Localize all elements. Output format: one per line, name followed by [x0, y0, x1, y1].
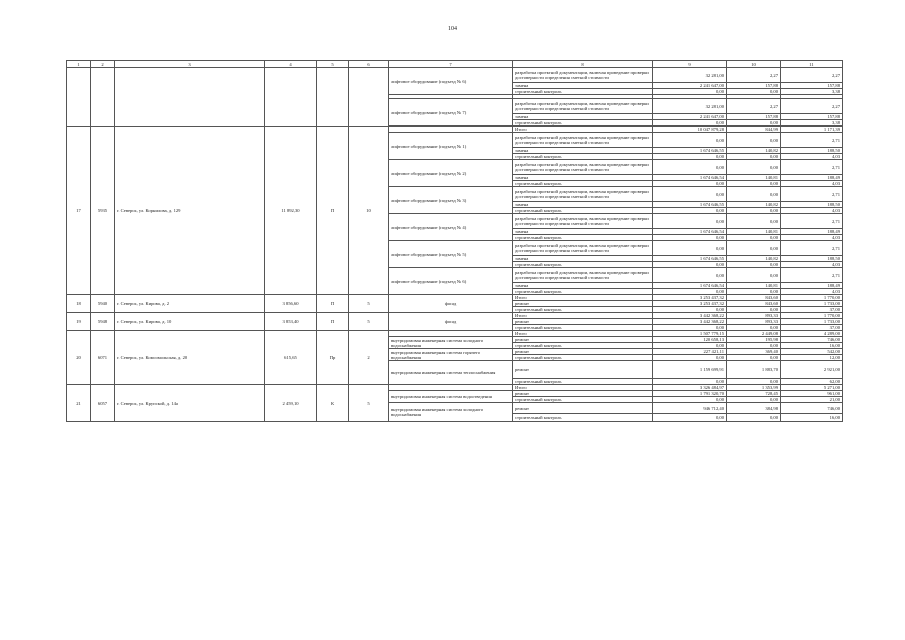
house-id-cell: 5935: [91, 127, 115, 295]
limit-cell: 4,03: [781, 154, 843, 160]
row-number-cell: 18: [67, 295, 91, 313]
limit-cell: 961,00: [781, 391, 843, 397]
unit-cost-cell: 893,33: [727, 313, 781, 319]
work-item-cell: замена: [513, 202, 653, 208]
work-item-cell: замена: [513, 229, 653, 235]
cost-cell: 1 674 646,55: [653, 202, 727, 208]
cost-cell: 10 047 879,28: [653, 127, 727, 133]
house-id-cell: 5948: [91, 313, 115, 331]
cost-cell: 0,00: [653, 397, 727, 403]
cost-cell: 3 253 437,32: [653, 301, 727, 307]
limit-cell: 2,27: [781, 68, 843, 83]
work-item-cell: разработка проектной документации, включая проведение проверки достоверности определения сметной стоимости: [513, 133, 653, 148]
unit-cost-cell: 843,60: [727, 301, 781, 307]
empty-cell: [91, 68, 115, 127]
limit-cell: 4 289,00: [781, 331, 843, 337]
unit-cost-cell: 0,00: [727, 133, 781, 148]
limit-cell: 746,00: [781, 337, 843, 343]
wall-material-cell: П: [317, 313, 349, 331]
cost-cell: 1 507 779,15: [653, 331, 727, 337]
unit-cost-cell: 369,40: [727, 349, 781, 355]
limit-cell: 157,88: [781, 83, 843, 89]
header-cell: 7: [389, 61, 513, 68]
work-item-cell: строительный контроль: [513, 325, 653, 331]
unit-cost-cell: 157,88: [727, 114, 781, 120]
cost-cell: 0,00: [653, 355, 727, 361]
work-item-cell: ремонт: [513, 337, 653, 343]
cost-cell: 0,00: [653, 133, 727, 148]
header-cell: 8: [513, 61, 653, 68]
limit-cell: 16,00: [781, 414, 843, 422]
unit-cost-cell: 195,98: [727, 337, 781, 343]
cost-cell: 32 281,00: [653, 99, 727, 114]
limit-cell: 37,00: [781, 307, 843, 313]
work-type-cell: внутридомовая инженерная система холодного водоснабжения: [389, 337, 513, 349]
work-type-cell: лифтовое оборудование (подъезд № 6): [389, 268, 513, 295]
limit-cell: 3,38: [781, 89, 843, 95]
unit-cost-cell: 140,82: [727, 202, 781, 208]
house-id-cell: 6057: [91, 385, 115, 422]
unit-cost-cell: 0,00: [727, 120, 781, 126]
limit-cell: 542,00: [781, 349, 843, 355]
unit-cost-cell: 2,27: [727, 68, 781, 83]
row-number-cell: 19: [67, 313, 91, 331]
house-id-cell: 6071: [91, 331, 115, 385]
unit-cost-cell: 0,00: [727, 181, 781, 187]
cost-cell: 0,00: [653, 343, 727, 349]
work-type-cell: внутридомовая инженерная система холодного водоснабжения: [389, 403, 513, 422]
unit-cost-cell: 1 353,99: [727, 385, 781, 391]
cost-cell: 0,00: [653, 325, 727, 331]
cost-cell: 0,00: [653, 289, 727, 295]
work-item-cell: Итого: [513, 331, 653, 337]
floors-cell: 2: [349, 331, 389, 385]
area-cell: 11 892,30: [265, 127, 317, 295]
limit-cell: 188,49: [781, 283, 843, 289]
header-cell: 6: [349, 61, 389, 68]
floors-cell: 10: [349, 127, 389, 295]
limit-cell: 4,03: [781, 262, 843, 268]
work-item-cell: ремонт: [513, 403, 653, 414]
limit-cell: 21,00: [781, 397, 843, 403]
work-item-cell: ремонт: [513, 301, 653, 307]
cost-cell: 1 674 646,55: [653, 256, 727, 262]
header-cell: 2: [91, 61, 115, 68]
wall-material-cell: П: [317, 127, 349, 295]
limit-cell: 4,03: [781, 235, 843, 241]
cost-cell: 0,00: [653, 379, 727, 385]
limit-cell: 188,49: [781, 175, 843, 181]
unit-cost-cell: 157,88: [727, 83, 781, 89]
limit-cell: 12,00: [781, 355, 843, 361]
header-cell: 5: [317, 61, 349, 68]
work-item-cell: замена: [513, 114, 653, 120]
work-item-cell: замена: [513, 256, 653, 262]
limit-cell: 16,00: [781, 343, 843, 349]
cost-cell: 1 791 320,70: [653, 391, 727, 397]
wall-material-cell: П: [317, 295, 349, 313]
floors-cell: 5: [349, 385, 389, 422]
work-type-cell: фасад: [389, 313, 513, 331]
work-item-cell: строительный контроль: [513, 397, 653, 403]
work-item-cell: строительный контроль: [513, 355, 653, 361]
cost-cell: 120 658,13: [653, 337, 727, 343]
unit-cost-cell: 140,82: [727, 148, 781, 154]
work-item-cell: разработка проектной документации, включая проведение проверки достоверности определения сметной стоимости: [513, 68, 653, 83]
work-item-cell: строительный контроль: [513, 181, 653, 187]
limit-cell: 188,50: [781, 148, 843, 154]
cost-cell: 0,00: [653, 187, 727, 202]
cost-cell: 1 674 646,54: [653, 175, 727, 181]
work-item-cell: строительный контроль: [513, 414, 653, 422]
work-item-cell: ремонт: [513, 319, 653, 325]
work-item-cell: строительный контроль: [513, 343, 653, 349]
work-item-cell: ремонт: [513, 349, 653, 355]
limit-cell: 4,03: [781, 181, 843, 187]
work-type-cell: внутридомовая инженерная система теплоснабжения: [389, 361, 513, 385]
unit-cost-cell: 0,00: [727, 268, 781, 283]
address-cell: г. Северск, ул. Кирова, д. 2: [115, 295, 265, 313]
work-item-cell: разработка проектной документации, включая проведение проверки достоверности определения сметной стоимости: [513, 241, 653, 256]
work-type-cell: лифтовое оборудование (подъезд № 1): [389, 133, 513, 160]
unit-cost-cell: 728,45: [727, 391, 781, 397]
limit-cell: 2,71: [781, 241, 843, 256]
empty-cell: [349, 68, 389, 127]
unit-cost-cell: 844,99: [727, 127, 781, 133]
header-cell: 11: [781, 61, 843, 68]
house-id-cell: 5940: [91, 295, 115, 313]
limit-cell: 1 733,00: [781, 301, 843, 307]
work-item-cell: строительный контроль: [513, 235, 653, 241]
work-item-cell: Итого: [513, 385, 653, 391]
work-item-cell: Итого: [513, 313, 653, 319]
cost-cell: 0,00: [653, 120, 727, 126]
limit-cell: 37,00: [781, 325, 843, 331]
limit-cell: 1 770,00: [781, 313, 843, 319]
header-cell: 3: [115, 61, 265, 68]
limit-cell: 157,88: [781, 114, 843, 120]
empty-cell: [317, 68, 349, 127]
unit-cost-cell: 0,00: [727, 414, 781, 422]
limit-cell: 4,03: [781, 208, 843, 214]
work-item-cell: замена: [513, 283, 653, 289]
work-item-cell: ремонт: [513, 361, 653, 379]
table-row: [67, 68, 843, 83]
work-type-cell: внутридомовая инженерная система горячего водоснабжения: [389, 349, 513, 361]
work-item-cell: замена: [513, 175, 653, 181]
limit-cell: 62,00: [781, 379, 843, 385]
limit-cell: 1 733,00: [781, 319, 843, 325]
unit-cost-cell: 140,81: [727, 283, 781, 289]
area-cell: 2 459,10: [265, 385, 317, 422]
unit-cost-cell: 140,81: [727, 175, 781, 181]
limit-cell: 188,50: [781, 202, 843, 208]
wall-material-cell: К: [317, 385, 349, 422]
limit-cell: 1 770,00: [781, 295, 843, 301]
empty-cell: [265, 68, 317, 127]
unit-cost-cell: 0,00: [727, 343, 781, 349]
unit-cost-cell: 2,27: [727, 99, 781, 114]
work-item-cell: строительный контроль: [513, 289, 653, 295]
work-item-cell: строительный контроль: [513, 208, 653, 214]
work-item-cell: строительный контроль: [513, 262, 653, 268]
row-number-cell: 20: [67, 331, 91, 385]
area-cell: 615,65: [265, 331, 317, 385]
unit-cost-cell: 893,33: [727, 319, 781, 325]
unit-cost-cell: 140,82: [727, 256, 781, 262]
unit-cost-cell: 2 449,08: [727, 331, 781, 337]
cost-cell: 3 442 368,22: [653, 319, 727, 325]
address-cell: г. Северск, ул. Комсомольская, д. 20: [115, 331, 265, 385]
limit-cell: 2 921,00: [781, 361, 843, 379]
unit-cost-cell: 843,60: [727, 295, 781, 301]
unit-cost-cell: 0,00: [727, 214, 781, 229]
cost-cell: 0,00: [653, 214, 727, 229]
work-type-cell: лифтовое оборудование (подъезд № 7): [389, 99, 513, 126]
work-item-cell: строительный контроль: [513, 307, 653, 313]
work-item-cell: замена: [513, 83, 653, 89]
cost-cell: 3 253 437,32: [653, 295, 727, 301]
limit-cell: 2,71: [781, 214, 843, 229]
cost-cell: 3 326 484,97: [653, 385, 727, 391]
work-item-cell: строительный контроль: [513, 120, 653, 126]
cost-cell: 0,00: [653, 241, 727, 256]
cost-cell: 0,00: [653, 268, 727, 283]
limit-cell: 1 171,39: [781, 127, 843, 133]
address-cell: г. Северск, ул. Кирова, д. 10: [115, 313, 265, 331]
unit-cost-cell: 384,98: [727, 403, 781, 414]
empty-cell: [115, 68, 265, 127]
work-item-cell: разработка проектной документации, включая проведение проверки достоверности определения сметной стоимости: [513, 160, 653, 175]
unit-cost-cell: 0,00: [727, 307, 781, 313]
unit-cost-cell: 0,00: [727, 289, 781, 295]
cost-cell: 2 241 647,00: [653, 114, 727, 120]
unit-cost-cell: 0,00: [727, 160, 781, 175]
limit-cell: 2,71: [781, 160, 843, 175]
row-number-cell: 21: [67, 385, 91, 422]
unit-cost-cell: 0,00: [727, 262, 781, 268]
capital-repair-table: [66, 60, 843, 422]
work-item-cell: Итого: [513, 295, 653, 301]
work-item-cell: разработка проектной документации, включая проведение проверки достоверности определения сметной стоимости: [513, 99, 653, 114]
limit-cell: 188,49: [781, 229, 843, 235]
unit-cost-cell: 1 883,70: [727, 361, 781, 379]
unit-cost-cell: 0,00: [727, 355, 781, 361]
address-cell: г. Северск, ул. Корнилова, д. 129: [115, 127, 265, 295]
unit-cost-cell: 0,00: [727, 379, 781, 385]
limit-cell: 2,71: [781, 187, 843, 202]
floors-cell: 5: [349, 295, 389, 313]
limit-cell: 4,03: [781, 289, 843, 295]
cost-cell: 0,00: [653, 262, 727, 268]
work-type-cell: лифтовое оборудование (подъезд № 2): [389, 160, 513, 187]
work-type-cell: лифтовое оборудование (подъезд № 5): [389, 241, 513, 268]
cost-cell: 227 421,11: [653, 349, 727, 355]
cost-cell: 0,00: [653, 208, 727, 214]
limit-cell: 188,50: [781, 256, 843, 262]
cost-cell: 1 159 699,91: [653, 361, 727, 379]
unit-cost-cell: 0,00: [727, 187, 781, 202]
wall-material-cell: Пр: [317, 331, 349, 385]
cost-cell: 0,00: [653, 89, 727, 95]
unit-cost-cell: 0,00: [727, 208, 781, 214]
work-item-cell: ремонт: [513, 391, 653, 397]
cost-cell: 0,00: [653, 235, 727, 241]
header-cell: 9: [653, 61, 727, 68]
limit-cell: 3,38: [781, 120, 843, 126]
work-item-cell: разработка проектной документации, включая проведение проверки достоверности определения сметной стоимости: [513, 187, 653, 202]
cost-cell: 1 674 646,54: [653, 283, 727, 289]
area-cell: 3 853,40: [265, 313, 317, 331]
work-item-cell: разработка проектной документации, включая проведение проверки достоверности определения сметной стоимости: [513, 268, 653, 283]
work-type-cell: лифтовое оборудование (подъезд № 4): [389, 214, 513, 241]
header-cell: 4: [265, 61, 317, 68]
cost-cell: 0,00: [653, 154, 727, 160]
cost-cell: 2 241 647,00: [653, 83, 727, 89]
column-numbers-row: [67, 61, 843, 68]
work-item-cell: замена: [513, 148, 653, 154]
work-item-cell: разработка проектной документации, включая проведение проверки достоверности определения сметной стоимости: [513, 214, 653, 229]
cost-cell: 0,00: [653, 414, 727, 422]
cost-cell: 32 281,00: [653, 68, 727, 83]
unit-cost-cell: 0,00: [727, 241, 781, 256]
empty-cell: [67, 68, 91, 127]
header-cell: 1: [67, 61, 91, 68]
cost-cell: 1 674 646,54: [653, 229, 727, 235]
limit-cell: 746,00: [781, 403, 843, 414]
unit-cost-cell: 0,00: [727, 154, 781, 160]
work-item-cell: строительный контроль: [513, 154, 653, 160]
work-type-cell: лифтовое оборудование (подъезд № 6): [389, 68, 513, 95]
floors-cell: 5: [349, 313, 389, 331]
limit-cell: 2,71: [781, 133, 843, 148]
limit-cell: 2,27: [781, 99, 843, 114]
area-cell: 3 856,60: [265, 295, 317, 313]
unit-cost-cell: 0,00: [727, 397, 781, 403]
unit-cost-cell: 0,00: [727, 235, 781, 241]
cost-cell: 946 712,40: [653, 403, 727, 414]
work-type-cell: лифтовое оборудование (подъезд № 3): [389, 187, 513, 214]
address-cell: г. Северск, ул. Крупской, д. 14а: [115, 385, 265, 422]
cost-cell: 0,00: [653, 307, 727, 313]
unit-cost-cell: 0,00: [727, 325, 781, 331]
cost-cell: 1 674 646,55: [653, 148, 727, 154]
work-type-cell: внутридомовая инженерная система водоотведения: [389, 391, 513, 403]
header-cell: 10: [727, 61, 781, 68]
unit-cost-cell: 140,81: [727, 229, 781, 235]
work-item-cell: Итого: [513, 127, 653, 133]
cost-cell: 0,00: [653, 160, 727, 175]
page-number: 104: [448, 26, 457, 32]
limit-cell: 5 271,00: [781, 385, 843, 391]
limit-cell: 2,71: [781, 268, 843, 283]
work-type-cell: фасад: [389, 295, 513, 313]
work-item-cell: строительный контроль: [513, 89, 653, 95]
cost-cell: 3 442 368,22: [653, 313, 727, 319]
row-number-cell: 17: [67, 127, 91, 295]
cost-cell: 0,00: [653, 181, 727, 187]
work-item-cell: строительный контроль: [513, 379, 653, 385]
unit-cost-cell: 0,00: [727, 89, 781, 95]
